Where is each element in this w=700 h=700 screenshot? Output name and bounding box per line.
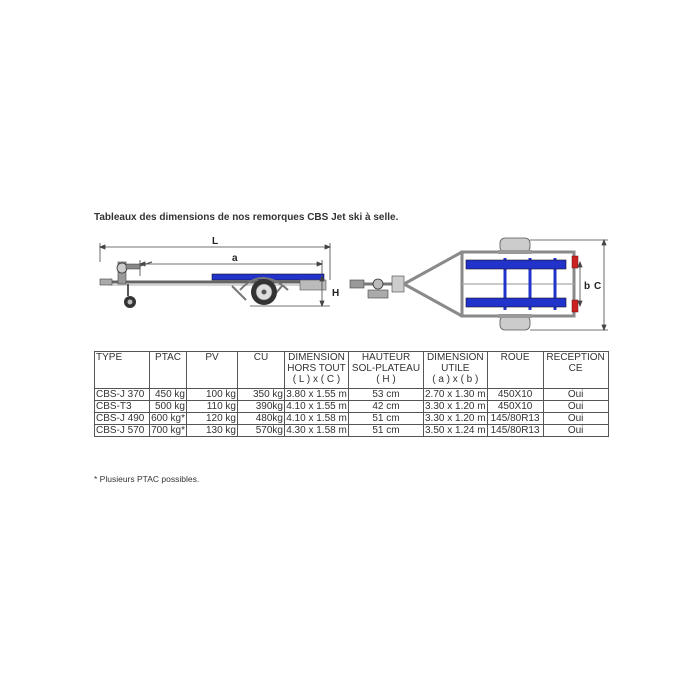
cell-roue: 450X10 [487, 401, 543, 413]
cell-pv: 110 kg [187, 401, 238, 413]
cell-type: CBS-J 490 [95, 413, 150, 425]
top-view [350, 238, 608, 330]
table-row [95, 425, 609, 437]
cell-roue: 145/80R13 [487, 413, 543, 425]
cell-type: CBS-T3 [95, 401, 150, 413]
label-H: H [332, 288, 340, 299]
cell-type: CBS-J 570 [95, 425, 150, 437]
header-dimension-hors-tout: DIMENSION HORS TOUT ( L ) x ( C ) [285, 352, 349, 389]
cell-dimension-utile: 3.50 x 1.24 m [425, 425, 486, 436]
cell-dimension-hors-tout: 4.10 x 1.55 m [286, 401, 347, 412]
cell-roue: 450X10 [487, 389, 543, 401]
cell-dimension-utile: 3.30 x 1.20 m [425, 413, 486, 424]
dimension-b [578, 262, 582, 306]
cell-type: CBS-J 370 [95, 389, 150, 401]
header-roue: ROUE [487, 352, 543, 389]
header-ptac: PTAC [150, 352, 187, 389]
cell-hauteur: 51 cm [349, 413, 424, 425]
cell-dimension-hors-tout: 3.80 x 1.55 m [286, 389, 347, 400]
cell-reception: Oui [543, 425, 608, 437]
header-hauteur: HAUTEUR SOL-PLATEAU ( H ) [349, 352, 424, 389]
label-L: L [212, 236, 219, 247]
cell-ptac: 500 kg [150, 401, 187, 413]
cell-cu: 350 kg [238, 389, 285, 401]
top-drawbar [350, 252, 462, 316]
cell-hauteur: 51 cm [349, 425, 424, 437]
header-cu: CU [238, 352, 285, 389]
cell-hauteur: 53 cm [349, 389, 424, 401]
page-heading: Tableaux des dimensions de nos remorques CBS Jet ski à selle. [94, 212, 399, 223]
cell-hauteur: 42 cm [349, 401, 424, 413]
table-row [95, 413, 609, 425]
cell-ptac: 450 kg [150, 389, 187, 401]
label-C: C [594, 281, 602, 292]
table-header-row [95, 352, 609, 389]
footnote: * Plusieurs PTAC possibles. [94, 474, 200, 484]
side-view [100, 236, 339, 308]
dimensions-table [94, 351, 609, 437]
cell-pv: 130 kg [187, 425, 238, 437]
cell-roue: 145/80R13 [487, 425, 543, 437]
dimension-a [140, 260, 322, 276]
cell-reception: Oui [543, 401, 608, 413]
cell-pv: 100 kg [187, 389, 238, 401]
header-pv: PV [187, 352, 238, 389]
cell-cu: 570kg [238, 425, 285, 437]
label-b: b [584, 281, 591, 292]
cell-reception: Oui [543, 389, 608, 401]
cell-dimension-utile: 3.30 x 1.20 m [425, 401, 486, 412]
label-a: a [232, 253, 238, 264]
cell-pv: 120 kg [187, 413, 238, 425]
cell-dimension-utile: 2.70 x 1.30 m [425, 389, 486, 400]
cell-dimension-hors-tout: 4.10 x 1.58 m [286, 413, 347, 424]
cell-dimension-hors-tout: 4.30 x 1.58 m [286, 425, 347, 436]
header-reception: RECEPTION CE [543, 352, 608, 389]
header-type: TYPE [95, 352, 150, 389]
cell-cu: 390kg [238, 401, 285, 413]
side-frame [108, 274, 326, 300]
cell-cu: 480kg [238, 413, 285, 425]
cell-ptac: 600 kg* [151, 413, 185, 424]
header-dimension-utile: DIMENSION UTILE ( a ) x ( b ) [424, 352, 488, 389]
table-row [95, 401, 609, 413]
cell-reception: Oui [543, 413, 608, 425]
cell-ptac: 700 kg* [151, 425, 185, 436]
table-row [95, 389, 609, 401]
